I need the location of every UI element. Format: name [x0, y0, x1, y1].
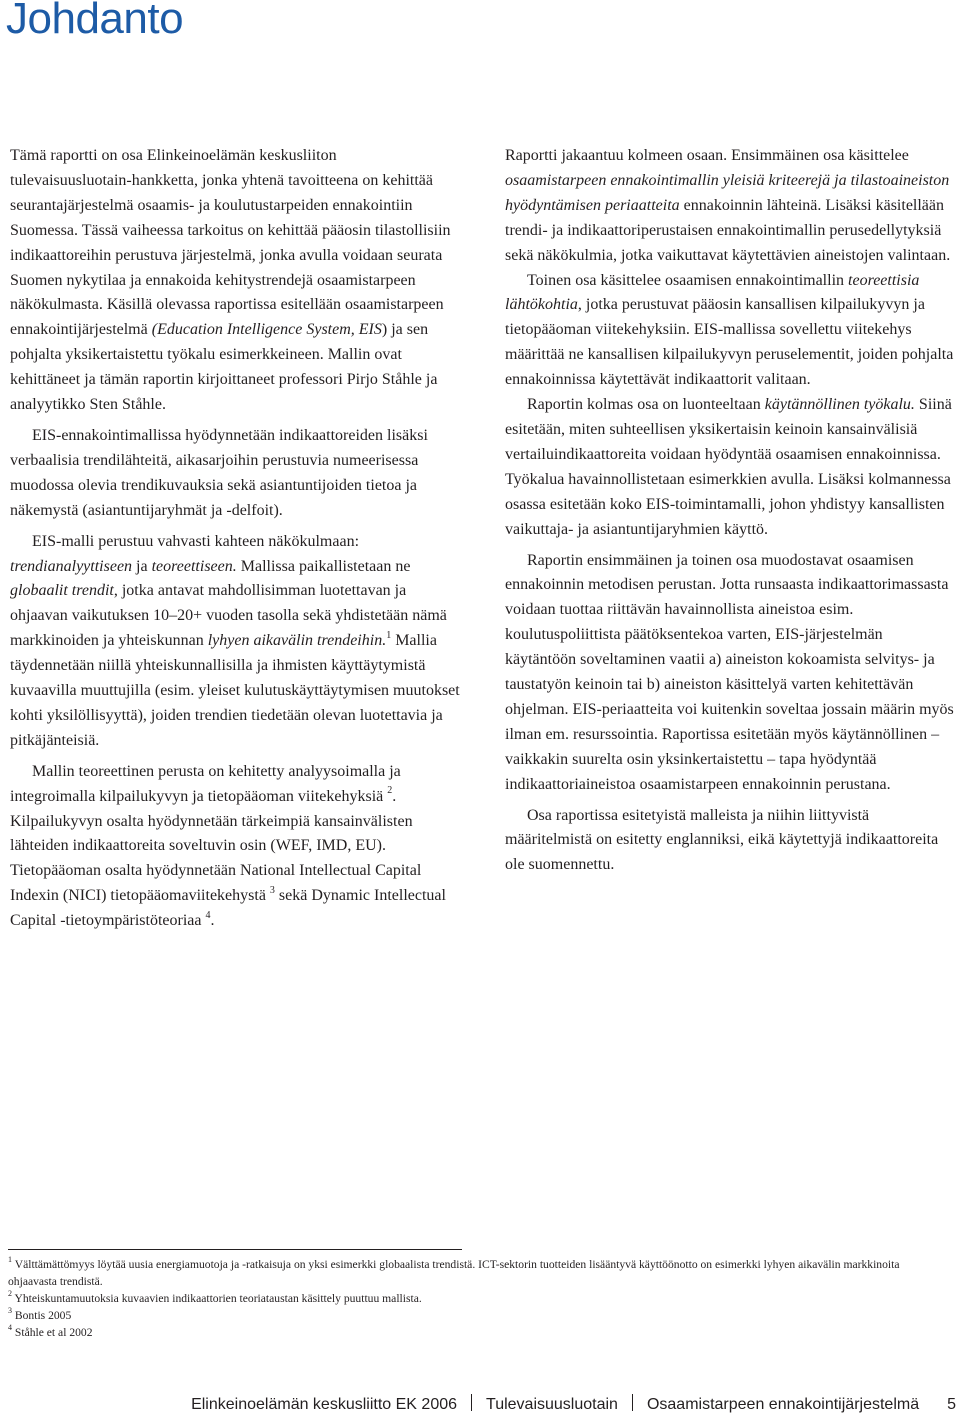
paragraph: EIS-ennakointimallissa hyödynnetään indikaattoreiden lisäksi verbaalisia trendilähteitä, aikasarjoihin perustuvia numeerisessa muodossa olevia trendikuvauksia sekä asiantuntijoiden tietoa ja näkemystä (asiantuntijaryhmät ja -delfoit). [10, 426, 428, 519]
footer-separator [632, 1394, 633, 1411]
paragraph: Tämä raportti on osa Elinkeinoelämän keskusliiton tulevaisuusluotain-hankketta, jonka yhtenä tavoitteena on kehittää seurantajärjestelmä osaamis- ja koulutustarpeiden ennakointiin Suomessa. Tässä vaiheessa tarkoitus on kehittää pääosin tilastollisiin indikaattoreihin perustuva järjestelmä, jonka avulla voidaan seurata Suomen nykytilaa ja ennakoida kehitystrendejä osaamistarpeen näkökulmasta. Käsillä olevassa raportissa esitellään osaamistarpeen ennakointijärjestelmä (Education Intelligence System, EIS) ja sen pohjalta yksikertaistettu työkalu esimerkkeineen. Mallin ovat kehittäneet ja tämän raportin kirjoittaneet professori Pirjo Ståhle ja analyytikko Sten Ståhle. [10, 147, 451, 414]
page-number: 5 [947, 1396, 956, 1413]
footnote: $^1$ Välttämättömyys löytää uusia energiamuotoja ja -ratkaisuja on yksi esimerkki globaalista trendistä. ICT-sektorin tuotteiden lisääntyvä käyttöönotto on esimerkki lyhyen aikavälin markkinoita ohjaavasta trendistä. [8, 1255, 900, 1288]
paragraph: Osa raportissa esitetyistä malleista ja niihin liittyvistä määritelmistä on esitetty englanniksi, eikä käytettyjä indikaattoreita ole suomennettu. [505, 806, 939, 874]
footnote: $^2$ Yhteiskuntamuutoksia kuvaavien indikaattorien teoriataustan käsittely puuttuu mallista. [8, 1289, 422, 1305]
footer-report: Osaamistarpeen ennakointijärjestelmä [646, 1396, 920, 1413]
paragraph: Raportin kolmas osa on luonteeltaan käytännöllinen työkalu. Siinä esitetään, miten suhteellisen yksikertaisin keinoin kansainvälisiä vertailuindikaattoreita voidaan hyödyntää osaamisen ennakoinnissa. Työkalua havainnollistetaan esimerkkien avulla. Lisäksi kolmannessa osassa esitetään koko EIS-toimintamalli, johon yhdistyy kansallisten vaikuttaja- ja asiantuntijaryhmien käyttö. [505, 396, 952, 538]
footer-separator [471, 1394, 472, 1411]
paragraph: Raportti jakaantuu kolmeen osaan. Ensimmäinen osa käsittelee osaamistarpeen ennakointimallin yleisiä kriteerejä ja tilastoaineiston hyödyntämisen periaatteita ennakoinnin lähteinä. Lisäksi käsitellään trendi- ja indikaattoriperustaisen ennakointimallin perusedellytyksiä sekä näkökulmia, jotka vaikuttavat käytettävien aineistojen valintaan. [505, 147, 951, 264]
footnotes [8, 1256, 948, 1341]
left-column [10, 144, 462, 934]
paragraph: Raportin ensimmäinen ja toinen osa muodostavat osaamisen ennakoinnin metodisen perustan. Jotta runsaasta indikaattorimassasta voidaan tuottaa riittävän havainnollista aineistoa esim. koulutuspoliittista päätöksentekoa varten, EIS-järjestelmän käytäntöön soveltaminen vaatii a) aineiston kokoamista selvitys- ja taustatyön keinoin tai b) aineiston käsittelyä varten kehitettävän ohjelman. EIS-periaatteita voi kuitenkin soveltaa jossain määrin myös ilman em. resurssointia. Raportissa esitetään myös käytännöllinen – vaikkakin suurelta osin yksinkertaistettu – tapa hyödyntää indikaattoriaineistoa osaamistarpeen ennakoinnin perustana. [505, 551, 954, 793]
footnote-ref: 2 [387, 785, 393, 797]
footer-series: Tulevaisuusluotain [486, 1396, 618, 1413]
footnote-ref: 1 [386, 629, 392, 641]
footnote: $^3$ Bontis 2005 [8, 1306, 72, 1322]
page-footer [191, 1393, 956, 1417]
footnote-ref: 4 [205, 909, 211, 921]
footnote-ref: 3 [269, 884, 275, 896]
footer-org: Elinkeinoelämän keskusliitto EK 2006 [191, 1396, 458, 1413]
footnote: $^4$ Ståhle et al 2002 [8, 1323, 93, 1339]
page-title: Johdanto [6, 0, 184, 43]
paragraph: Toinen osa käsittelee osaamisen ennakointimallin teoreettisia lähtökohtia, jotka perustuvat pääosin kansallisen kilpailukyvyn ja tietopääoman viitekehyksiin. EIS-mallissa sovellettu viitekehys määrittää ne kansallisen kilpailukyvyn peruselementit, joiden pohjalta ennakoinnissa käytettävät indikaattorit valitaan. [505, 271, 954, 389]
footnote-divider [8, 1249, 462, 1250]
right-column [505, 144, 957, 878]
paragraph: EIS-malli perustuu vahvasti kahteen näkökulmaan: trendianalyyttiseen ja teoreettiseen. Mallissa paikallistetaan ne globaalit trendit, jotka antavat mahdollisimman luotettavan ja ohjaavan vaikutuksen 10–20+ vuoden tasolla sekä yhdistetään nämä markkinoiden ja yhteiskunnan lyhyen aikavälin trendeihin.$^1$ Mallia täydennetään niillä yhteiskunnallisilla ja ihmisten käyttäytymistä kuvaavilla muuttujilla (esim. yleiset kulutuskäyttäytymisen muutokset kohti yksilöllisyyttä), joiden trendien tiedetään olevan luotettavia ja pitkäjänteisiä. [10, 532, 460, 749]
paragraph: Mallin teoreettinen perusta on kehitetty analyysoimalla ja integroimalla kilpailukyvyn ja tietopääoman viitekehyksiä $^2$. Kilpailukyvyn osalta hyödynnetään tärkeimpiä kansainvälisten lähteiden indikaattoreita soveltuvin osin (WEF, IMD, EU). Tietopääoman osalta hyödynnetään National Intellectual Capital Indexin (NICI) tietopääomaviitekehystä $^3$ sekä Dynamic Intellectual Capital -tietoympäristöteoriaa $^4$. [10, 762, 446, 930]
